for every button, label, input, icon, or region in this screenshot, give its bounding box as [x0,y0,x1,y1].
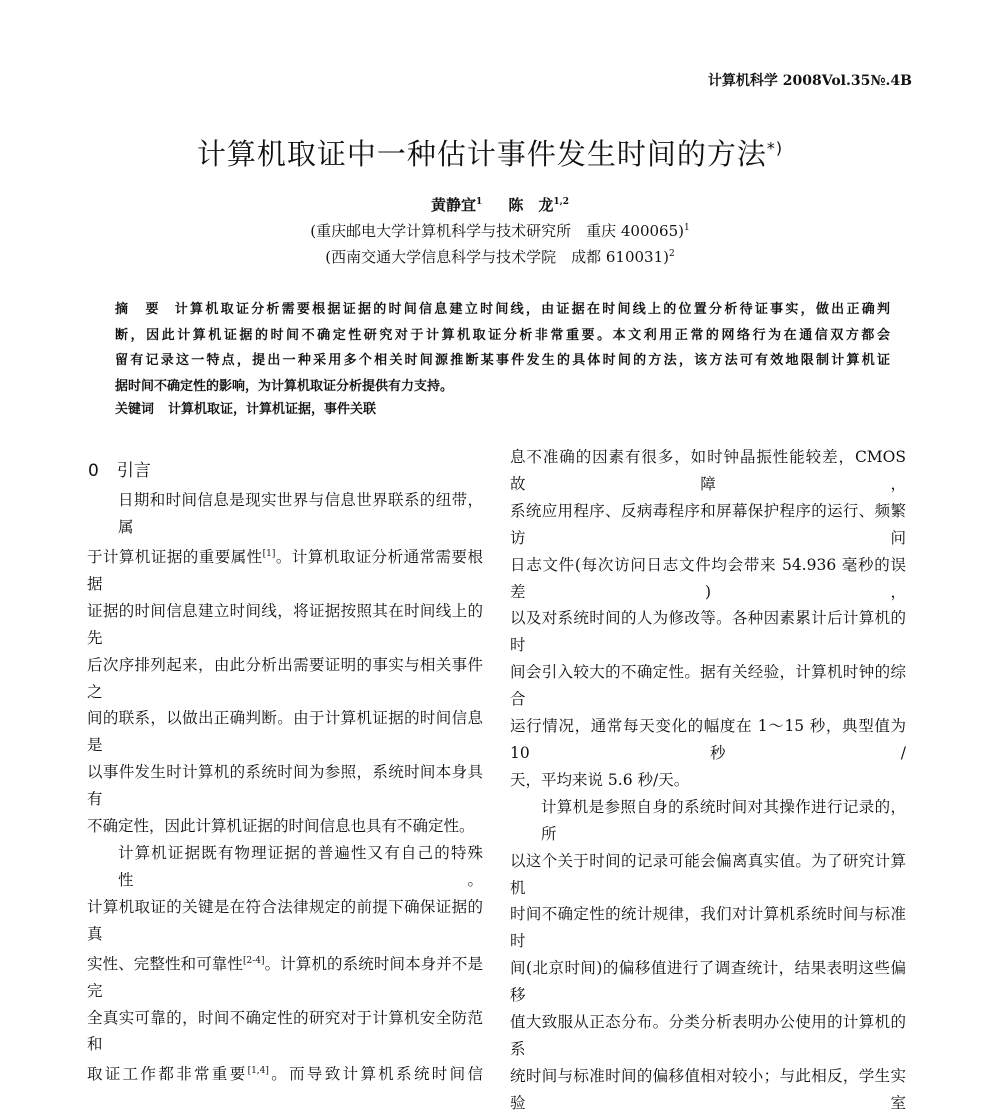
line-text: 后次序排列起来，由此分析出需要证明的事实与相关事件之 [87,655,483,701]
text-line [510,444,906,498]
keywords [115,398,376,417]
affiliation-number: 2 [669,249,675,259]
abstract-label: 摘 要 [115,302,161,317]
affiliation-number: 1 [684,223,690,233]
affiliation-text: (西南交通大学信息科学与技术学院 成都 610031) [325,248,669,266]
abstract-line: 留有记录这一特点，提出一种采用多个相关时间源推断某事件发生的具体时间的方法，该方法可有效地限制计算机证 [115,353,890,368]
line-text: 全真实可靠的，时间不确定性的研究对于计算机安全防范和 [87,1008,483,1054]
text-line [510,1063,906,1117]
line-text: 取证工作都非常重要 [87,1065,248,1084]
text-line [510,767,906,794]
line-text: 。而导致计算机系统时间信 [268,1065,483,1084]
title-footnote-mark: *) [766,138,784,158]
line-text: 运行情况，通常每天变化的幅度在 1～15 秒，典型值为 10 秒/ [510,717,906,762]
text-line [510,955,906,1009]
section-number: 0 [88,461,99,481]
line-text: 计算机取证的关键是在符合法律规定的前提下确保证据的真 [87,897,483,943]
line-text: 时间不确定性的统计规律，我们对计算机系统时间与标准时 [510,905,906,951]
text-line [87,541,483,598]
paper-title [0,132,980,173]
text-line [87,598,483,652]
line-text: 值大致服从正态分布。分类分析表明办公使用的计算机的系 [510,1013,906,1058]
line-text: 息不准确的因素有很多，如时钟晶振性能较差，CMOS 故障， [510,448,906,493]
line-text: 计算机是参照自身的系统时间对其操作进行记录的，所 [541,797,906,843]
line-text: 。计算机的系统时间本身并不是完 [87,954,483,1000]
text-line [510,794,906,848]
abstract-line: 据时间不确定性的影响，为计算机取证分析提供有力支持。 [115,378,454,394]
authors [0,194,1000,215]
affiliation [0,246,1000,267]
line-text: 系统应用程序、反病毒程序和屏幕保护程序的运行、频繁访问 [510,501,906,547]
text-line [87,1005,483,1059]
text-line [87,1058,483,1088]
keywords-label: 关键词 [115,402,155,417]
abstract-line: 断，因此计算机证据的时间不确定性研究对于计算机取证分析非常重要。本文利用正常的网络行为在通信双方都会 [115,327,890,343]
text-line [87,840,483,894]
text-line [510,659,906,713]
abstract-text: 计算机取证分析需要根据证据的时间信息建立时间线，由证据在时间线上的位置分析待证事实，做出正确判 [174,302,890,317]
line-text: 证据的时间信息建立时间线，将证据按照其在时间线上的先 [87,601,483,647]
right-column [510,444,906,1117]
citation: [1,4] [247,1066,269,1077]
text-line [510,1009,906,1063]
text-line [87,652,483,706]
abstract [115,297,890,399]
text-line [87,894,483,948]
line-text: 日期和时间信息是现实世界与信息世界联系的纽带，属 [118,491,483,536]
text-line [87,487,483,541]
text-line [510,605,906,659]
citation: [1] [262,548,276,559]
journal-header: 计算机科学 2008Vol.35№.4B [707,73,912,89]
text-line [87,948,483,1005]
text-line [510,713,906,767]
author-name: 黄静宜 [430,196,476,214]
line-text: 于计算机证据的重要属性 [87,547,263,566]
line-text: 以及对系统时间的人为修改等。各种因素累计后计算机的时 [510,609,906,655]
line-text: 统时间与标准时间的偏移值相对较小；与此相反，学生实验室 [510,1066,906,1112]
citation: [2-4] [243,955,265,966]
line-text: 间会引入较大的不确定性。据有关经验，计算机时钟的综合 [510,663,906,709]
affiliation [0,220,1000,241]
title-text: 计算机取证中一种估计事件发生时间的方法 [196,137,767,171]
text-line [510,901,906,955]
line-text: 间(北京时间)的偏移值进行了调查统计，结果表明这些偏移 [510,959,906,1005]
line-text: 日志文件(每次访问日志文件均会带来 54.936 毫秒的误差)， [510,555,906,601]
line-text: 实性、完整性和可靠性 [87,954,244,973]
section-heading [88,456,151,481]
line-text: 以事件发生时计算机的系统时间为参照，系统时间本身具有 [87,763,483,809]
affiliation-text: (重庆邮电大学计算机科学与技术研究所 重庆 400065) [310,222,684,240]
left-column [87,487,483,1088]
author-affil: 1 [475,197,483,207]
line-text: 。计算机取证分析通常需要根据 [87,547,483,593]
line-text: 天，平均来说 5.6 秒/天。 [510,770,690,789]
text-line [510,552,906,606]
text-line [510,498,906,552]
author-name: 陈 龙 [508,196,554,214]
keywords-text: 计算机取证，计算机证据，事件关联 [168,402,377,417]
line-text: 以这个关于时间的记录可能会偏离真实值。为了研究计算机 [510,851,906,897]
author-affil: 1,2 [553,197,570,207]
line-text: 不确定性，因此计算机证据的时间信息也具有不确定性。 [87,817,475,836]
text-line [87,813,483,840]
abstract-line [115,297,890,323]
text-line [510,848,906,902]
line-text: 计算机证据既有物理证据的普遍性又有自己的特殊性。 [118,843,483,889]
section-title: 引言 [116,461,151,481]
text-line [87,705,483,759]
line-text: 间的联系，以做出正确判断。由于计算机证据的时间信息是 [87,709,483,755]
text-line [87,759,483,813]
